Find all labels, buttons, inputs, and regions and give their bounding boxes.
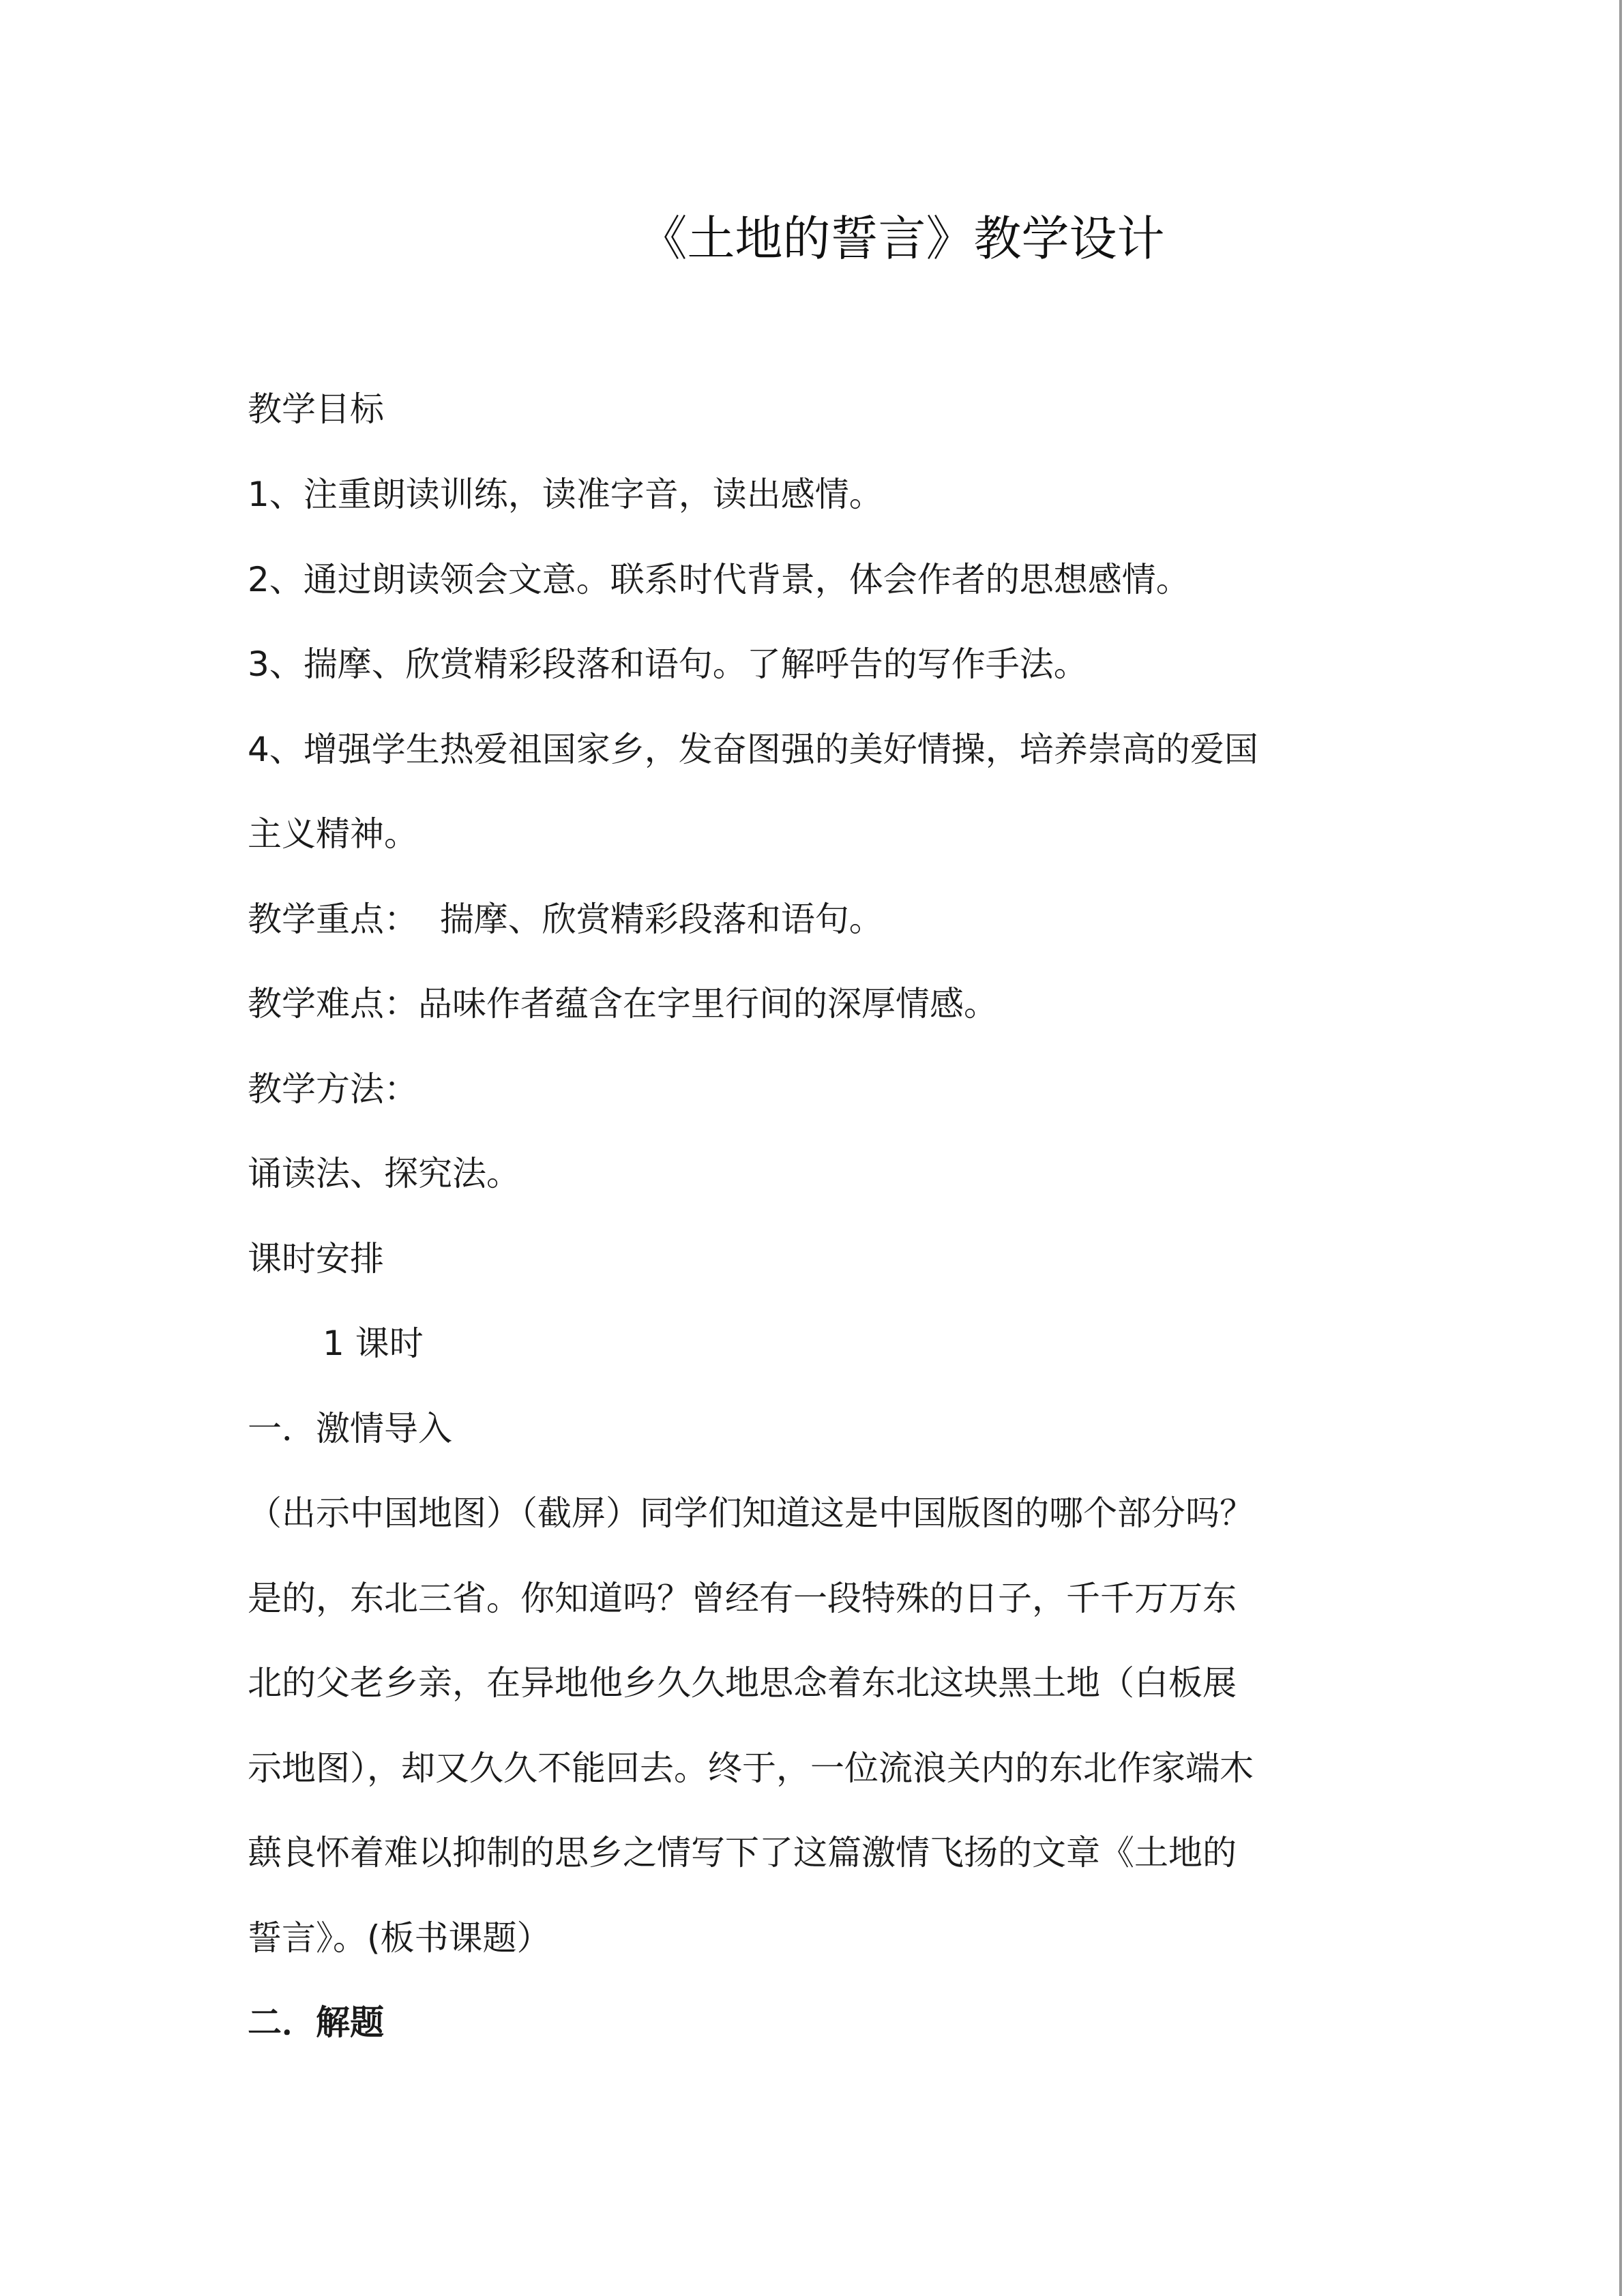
key-point: 教学重点： 揣摩、欣赏精彩段落和语句。: [248, 899, 883, 939]
section1-line-3: 北的父老乡亲，在异地他乡久久地思念着东北这块黑土地（白板展: [248, 1663, 1237, 1703]
objective-item-4: 4、增强学生热爱祖国家乡，发奋图强的美好情操，培养崇高的爱国: [248, 730, 1258, 769]
methods-heading: 教学方法：: [248, 1069, 418, 1109]
objective-item-4-continued: 主义精神。: [248, 814, 418, 854]
section1-line-5: 蕻良怀着难以抑制的思乡之情写下了这篇激情飞扬的文章《土地的: [248, 1833, 1237, 1873]
section2-heading: 二．解题: [248, 2003, 384, 2042]
schedule-heading: 课时安排: [248, 1239, 384, 1279]
section1-line-4: 示地图），却又久久不能回去。终于，一位流浪关内的东北作家端木: [248, 1748, 1254, 1788]
schedule-content: 1 课时: [323, 1324, 424, 1363]
objective-item-1: 1、注重朗读训练，读准字音，读出感情。: [248, 475, 883, 514]
page-edge: [1619, 0, 1622, 2296]
objective-item-2: 2、通过朗读领会文意。联系时代背景，体会作者的思想感情。: [248, 560, 1190, 599]
section1-line-2: 是的，东北三省。你知道吗？曾经有一段特殊的日子，千千万万东: [248, 1579, 1237, 1618]
section1-line-6: 誓言》。(板书课题）: [248, 1918, 551, 1958]
objectives-heading: 教学目标: [248, 389, 384, 429]
section1-line-1: （出示中国地图）（截屏）同学们知道这是中国版图的哪个部分吗？: [248, 1493, 1254, 1533]
page-title: 《土地的誓言》教学设计: [639, 211, 1165, 267]
section1-heading: 一．激情导入: [248, 1409, 452, 1448]
difficulty: 教学难点：品味作者蕴含在字里行间的深厚情感。: [248, 984, 998, 1024]
methods-content: 诵读法、探究法。: [248, 1154, 520, 1193]
objective-item-3: 3、揣摩、欣赏精彩段落和语句。了解呼告的写作手法。: [248, 644, 1088, 684]
